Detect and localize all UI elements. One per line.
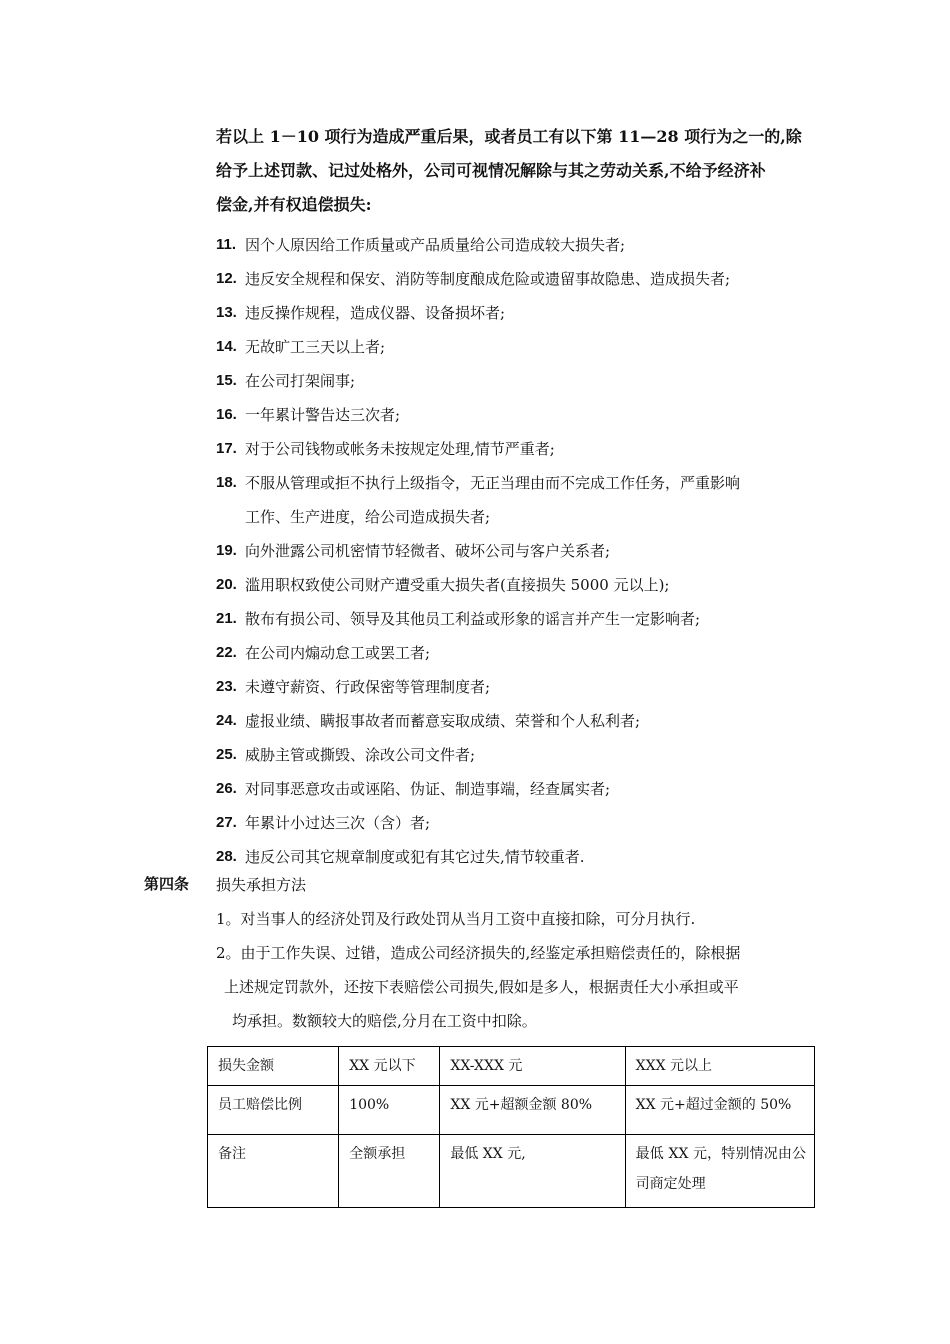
item-number: 19. (216, 542, 237, 559)
item-text: 违反公司其它规章制度或犯有其它过失,情节较重者. (245, 848, 585, 866)
method-paragraph-1: 1。对当事人的经济处罚及行政处罚从当月工资中直接扣除，可分月执行. (216, 910, 696, 928)
table-cell: 最低 XX 元，特别情况由公司商定处理 (625, 1135, 814, 1208)
table-cell: 损失金额 (208, 1047, 339, 1086)
violation-list (216, 228, 816, 874)
item-text: 因个人原因给工作质量或产品质量给公司造成较大损失者; (245, 236, 626, 254)
item-text: 对于公司钱物或帐务未按规定处理,情节严重者; (245, 440, 555, 458)
table-cell: XX-XXX 元 (440, 1047, 625, 1086)
item-text: 滥用职权致使公司财产遭受重大损失者(直接损失 5000 元以上); (245, 576, 670, 594)
item-text: 无故旷工三天以上者; (245, 338, 386, 356)
table-row (208, 1135, 815, 1208)
item-number: 15. (216, 372, 237, 389)
item-number: 24. (216, 712, 237, 729)
item-text-continued: 工作、生产进度，给公司造成损失者; (245, 508, 491, 526)
item-number: 22. (216, 644, 237, 661)
item-text: 未遵守薪资、行政保密等管理制度者; (245, 678, 491, 696)
list-item (216, 296, 816, 330)
list-item (216, 670, 816, 704)
item-number: 21. (216, 610, 237, 627)
table-cell: 100% (339, 1086, 440, 1135)
table-cell: XX 元以下 (339, 1047, 440, 1086)
method-paragraph-2-line-1: 2。由于工作失误、过错，造成公司经济损失的,经鉴定承担赔偿责任的，除根据 (216, 944, 741, 962)
compensation-table (207, 1046, 815, 1208)
table-cell: XXX 元以上 (625, 1047, 814, 1086)
item-text: 虚报业绩、瞒报事故者而蓄意妄取成绩、荣誉和个人私利者; (245, 712, 641, 730)
method-paragraph-2-line-2: 上述规定罚款外，还按下表赔偿公司损失,假如是多人，根据责任大小承担或平 (224, 978, 739, 996)
item-number: 18. (216, 474, 237, 491)
list-item (216, 398, 816, 432)
item-text: 不服从管理或拒不执行上级指令，无正当理由而不完成工作任务，严重影响 (245, 474, 741, 492)
list-item (216, 636, 816, 670)
article-title: 损失承担方法 (216, 876, 307, 894)
table-cell: 备注 (208, 1135, 339, 1208)
table-cell: 全额承担 (339, 1135, 440, 1208)
table-row (208, 1047, 815, 1086)
item-number: 12. (216, 270, 237, 287)
article-label: 第四条 (144, 876, 190, 893)
item-number: 28. (216, 848, 237, 865)
item-text: 对同事恶意攻击或诬陷、伪证、制造事端，经查属实者; (245, 780, 611, 798)
intro-line-2: 给予上述罚款、记过处格外，公司可视情况解除与其之劳动关系,不给予经济补 (216, 161, 766, 180)
list-item (216, 602, 816, 636)
item-number: 11. (216, 236, 237, 253)
table-row (208, 1086, 815, 1135)
table-cell: XX 元+超额金额 80% (440, 1086, 625, 1135)
item-text: 散布有损公司、领导及其他员工利益或形象的谣言并产生一定影响者; (245, 610, 701, 628)
list-item (216, 534, 816, 568)
table-cell: 最低 XX 元, (440, 1135, 625, 1208)
table-cell: XX 元+超过金额的 50% (625, 1086, 814, 1135)
item-text: 违反安全规程和保安、消防等制度酿成危险或遗留事故隐患、造成损失者; (245, 270, 731, 288)
item-number: 17. (216, 440, 237, 457)
item-number: 13. (216, 304, 237, 321)
item-text: 在公司打架闹事; (245, 372, 356, 390)
item-text: 年累计小过达三次（含）者; (245, 814, 431, 832)
list-item (216, 432, 816, 466)
item-number: 23. (216, 678, 237, 695)
item-number: 14. (216, 338, 237, 355)
item-number: 20. (216, 576, 237, 593)
intro-line-1: 若以上 1－10 项行为造成严重后果，或者员工有以下第 11—28 项行为之一的,除 (216, 127, 802, 146)
list-item (216, 330, 816, 364)
item-text: 在公司内煽动怠工或罢工者; (245, 644, 431, 662)
table-cell: 员工赔偿比例 (208, 1086, 339, 1135)
list-item (216, 262, 816, 296)
method-section (216, 902, 820, 1038)
list-item (216, 466, 816, 534)
item-number: 27. (216, 814, 237, 831)
list-item (216, 738, 816, 772)
list-item (216, 772, 816, 806)
item-text: 向外泄露公司机密情节轻微者、破坏公司与客户关系者; (245, 542, 611, 560)
item-number: 26. (216, 780, 237, 797)
item-number: 16. (216, 406, 237, 423)
item-text: 违反操作规程，造成仪器、设备损坏者; (245, 304, 506, 322)
intro-line-3: 偿金,并有权追偿损失: (216, 195, 372, 214)
item-text: 一年累计警告达三次者; (245, 406, 401, 424)
item-number: 25. (216, 746, 237, 763)
list-item (216, 568, 816, 602)
list-item (216, 364, 816, 398)
item-text: 威胁主管或撕毁、涂改公司文件者; (245, 746, 476, 764)
list-item (216, 704, 816, 738)
list-item (216, 806, 816, 840)
list-item (216, 228, 816, 262)
method-paragraph-2-line-3: 均承担。数额较大的赔偿,分月在工资中扣除。 (232, 1012, 537, 1030)
intro-paragraph (216, 120, 816, 222)
